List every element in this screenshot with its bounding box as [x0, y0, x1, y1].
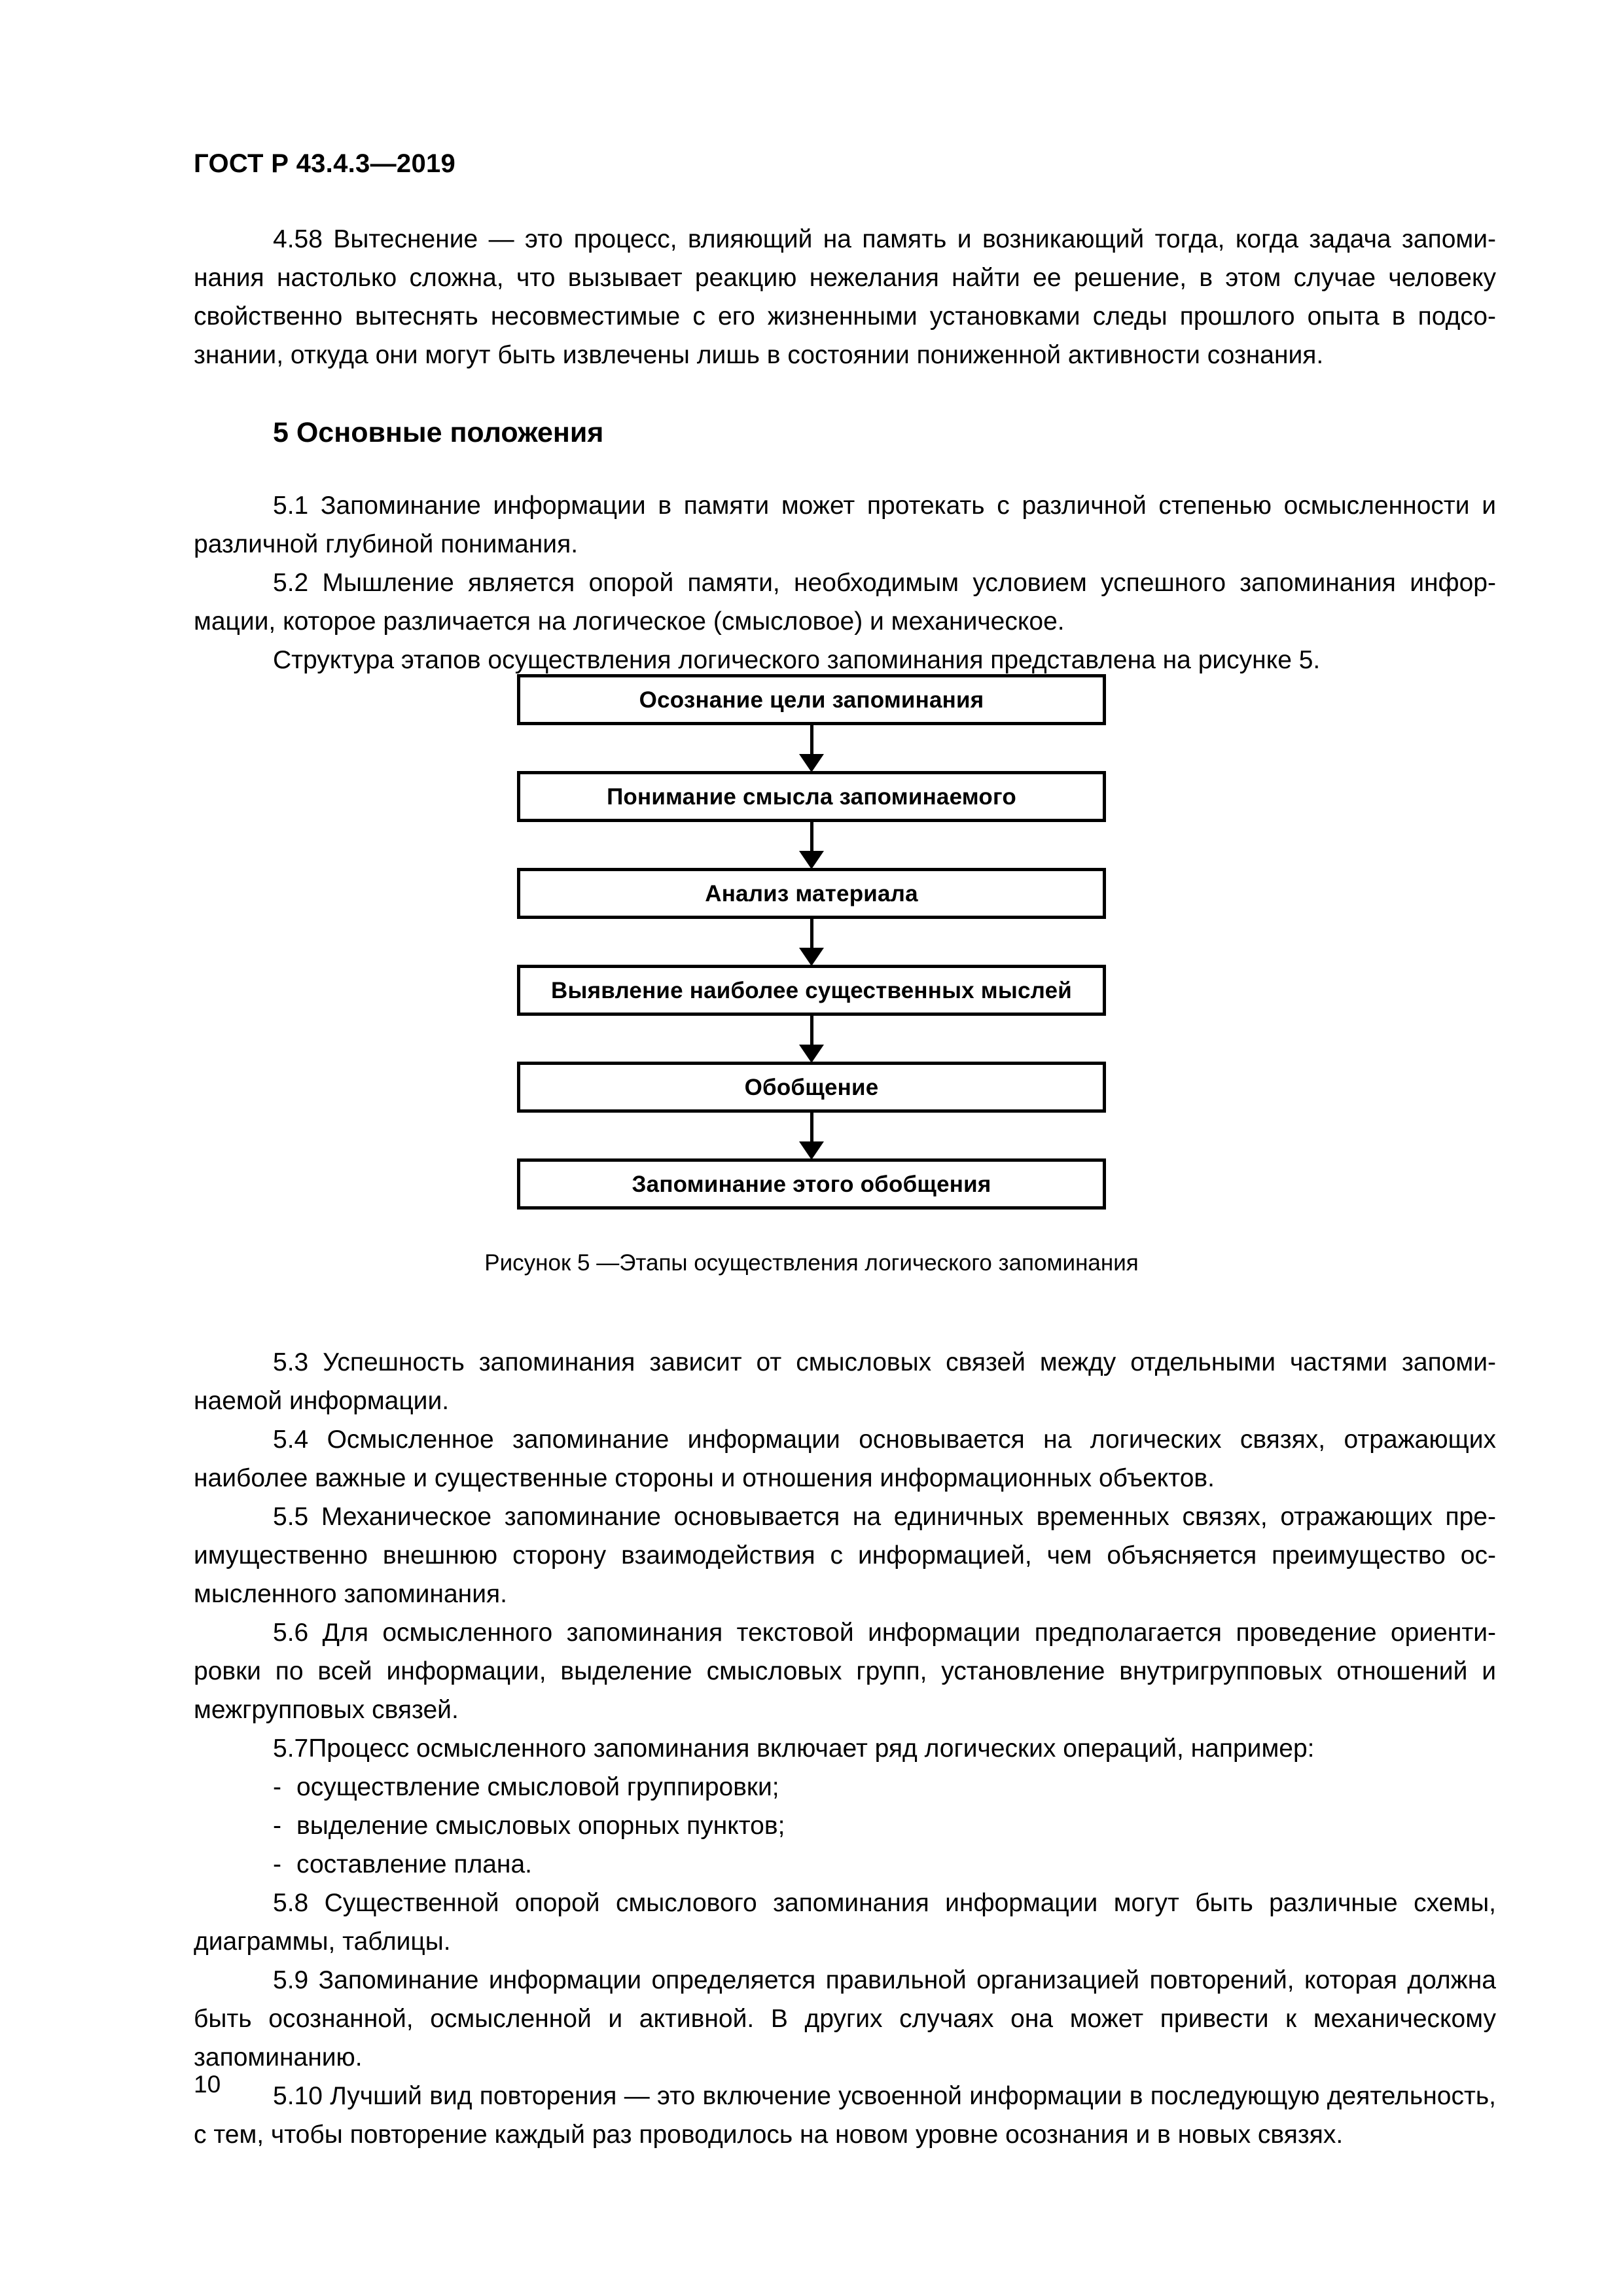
arrow-stem-icon: [810, 1113, 813, 1144]
spacer-after-section-heading: [194, 452, 1496, 486]
arrow-head-icon: [799, 948, 824, 966]
flow-arrow-2-to-3: [517, 822, 1106, 868]
paragraph-5-1: 5.1 Запоминание информации в памяти может протекать с различной степенью осмысленности и различной глубиной понимания.: [194, 492, 1496, 558]
flow-arrow-1-to-2: [517, 725, 1106, 771]
list-item: [194, 1845, 1496, 1884]
paragraph-5-10: 5.10 Лучший вид повторения — это включение усвоенной информации в последующую деятельность, с тем, чтобы повторение каждый раз проводилось на новом уровне осознания и в новых связях.: [194, 2082, 1496, 2149]
dash-bullet-icon: -: [273, 1812, 281, 1840]
list-item-label: выделение смысловых опорных пунктов;: [296, 1812, 785, 1840]
figure-5-flowchart: [0, 674, 1623, 1210]
arrow-head-icon: [799, 754, 824, 772]
list-item-label: осуществление смысловой группировки;: [296, 1773, 779, 1801]
flow-node-4-label: Выявление наиболее существенных мыслей: [551, 977, 1072, 1003]
arrow-stem-icon: [810, 919, 813, 950]
flowchart-container: [517, 674, 1106, 1210]
flow-arrow-5-to-6: [517, 1113, 1106, 1158]
arrow-stem-icon: [810, 822, 813, 853]
paragraph-5-3: 5.3 Успешность запоминания зависит от смысловых связей между отдельными частями запоминаемой информации.: [194, 1348, 1496, 1415]
list-item-label: составление плана.: [296, 1850, 532, 1878]
flow-node-3-label: Анализ материала: [705, 880, 918, 906]
flow-node-3: [517, 868, 1106, 919]
text-column-upper: [194, 220, 1496, 679]
dash-bullet-icon: -: [273, 1850, 281, 1878]
page-number: 10: [194, 2071, 221, 2098]
flow-arrow-3-to-4: [517, 919, 1106, 965]
flow-node-1: [517, 674, 1106, 725]
figure-5-caption: Рисунок 5 —Этапы осуществления логического запоминания: [484, 1250, 1139, 1276]
section-heading-5: 5 Основные положения: [273, 417, 604, 448]
flow-node-2: [517, 771, 1106, 822]
paragraph-5-8: 5.8 Существенной опорой смыслового запоминания информации могут быть различные схемы, диаграммы, таблицы.: [194, 1889, 1496, 1956]
paragraph-5-7: 5.7Процесс осмысленного запоминания включает ряд логических операций, например:: [273, 1734, 1315, 1763]
paragraph-figure-reference: Структура этапов осуществления логического запоминания представлена на рисунке 5.: [273, 646, 1321, 674]
arrow-head-icon: [799, 1045, 824, 1063]
arrow-head-icon: [799, 1141, 824, 1160]
arrow-head-icon: [799, 851, 824, 869]
flow-node-6: [517, 1158, 1106, 1210]
paragraph-4-58: 4.58 Вытеснение — это процесс, влияющий на память и возникающий тогда, когда задача запоминания настолько сложна, что вызывает реакцию нежелания найти ее решение, в этом случае человеку свойственно вытеснять несовместимые с его жизненными установками следы прошлого опыта в подсознании, откуда они могут быть извлечены лишь в состоянии пониженной активности сознания.: [194, 225, 1496, 369]
arrow-stem-icon: [810, 725, 813, 757]
flow-arrow-4-to-5: [517, 1016, 1106, 1062]
dash-bullet-icon: -: [273, 1773, 281, 1801]
paragraph-5-4: 5.4 Осмысленное запоминание информации основывается на логических связях, отражающих наиболее важные и существенные стороны и отношения информационных объектов.: [194, 1426, 1496, 1492]
flow-node-5-label: Обобщение: [744, 1074, 879, 1100]
paragraph-5-2: 5.2 Мышление является опорой памяти, необходимым условием успешного запоминания информации, которое различается на логическое (смысловое) и механическое.: [194, 569, 1496, 636]
flow-node-5: [517, 1062, 1106, 1113]
arrow-stem-icon: [810, 1016, 813, 1047]
flow-node-1-label: Осознание цели запоминания: [639, 687, 984, 713]
spacer-before-section-heading: [194, 374, 1496, 414]
list-item: [194, 1768, 1496, 1806]
flow-node-6-label: Запоминание этого обобщения: [632, 1171, 991, 1197]
flow-node-4: [517, 965, 1106, 1016]
paragraph-5-9: 5.9 Запоминание информации определяется правильной организацией повторений, которая должна быть осознанной, осмысленной и активной. В других случаях она может привести к механическому запоминанию.: [194, 1966, 1496, 2072]
flow-node-2-label: Понимание смысла запоминаемого: [607, 783, 1016, 810]
list-item: [194, 1806, 1496, 1845]
paragraph-5-5: 5.5 Механическое запоминание основывается на единичных временных связях, отражающих преимущественно внешнюю сторону взаимодействия с информацией, чем объясняется преимущество осмысленного запоминания.: [194, 1503, 1496, 1608]
list-5-7-operations: [194, 1768, 1496, 1884]
paragraph-5-6: 5.6 Для осмысленного запоминания текстовой информации предполагается проведение ориентировки по всей информации, выделение смысловых групп, установление внутригрупповых отношений и межгрупповых связей.: [194, 1619, 1496, 1724]
text-column-lower: [194, 1343, 1496, 2154]
running-header-standard-number: ГОСТ Р 43.4.3—2019: [194, 149, 456, 178]
